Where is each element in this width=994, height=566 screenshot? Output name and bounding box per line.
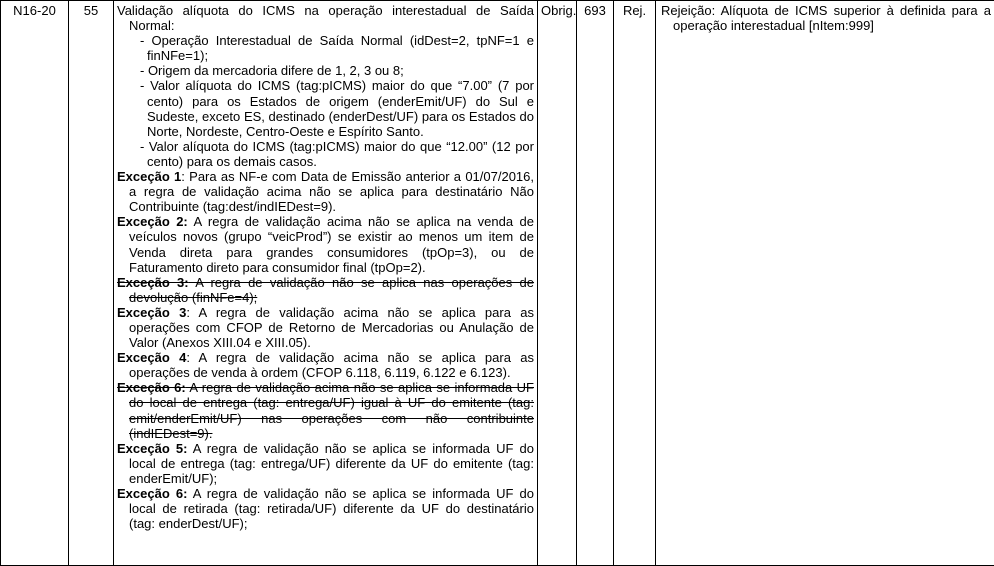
effect-cell: Rej. (614, 1, 656, 566)
message-cell (656, 1, 994, 566)
exception-1 (117, 169, 534, 214)
rule-intro: Validação alíquota do ICMS na operação interestadual de Saída Normal: (117, 3, 534, 33)
rule-condition: - Valor alíquota do ICMS (tag:pICMS) maior do que “12.00” (12 por cento) para os demais casos. (117, 139, 534, 169)
exception-5 (117, 441, 534, 486)
rule-condition: - Origem da mercadoria difere de 1, 2, 3 ou 8; (117, 63, 534, 78)
exception-label: Exceção 6: (117, 486, 187, 501)
field-cell: N16-20 (1, 1, 69, 566)
exception-2 (117, 214, 534, 274)
applicability-cell: Obrig. (538, 1, 577, 566)
exception-3 (117, 305, 534, 350)
exception-label: Exceção 2: (117, 214, 188, 229)
exception-text: A regra de validação não se aplica nas operações de devolução (finNFe=4); (129, 275, 534, 305)
exception-text: A regra de validação acima não se aplica na venda de veículos novos (grupo “veicProd”) se existir ao menos um item de Venda direta para grandes consumidores (tpOp=3), ou de Faturamento direto para consumidor final (tpOp=2). (129, 214, 534, 274)
description-cell (114, 1, 538, 566)
exception-text: : A regra de validação acima não se aplica para as operações de venda à ordem (CFOP 6.118, 6.119, 6.122 e 6.123). (129, 350, 534, 380)
exception-label: Exceção 4 (117, 350, 186, 365)
exception-text: A regra de validação não se aplica se informada UF do local de entrega (tag: entrega/UF) diferente da UF do emitente (tag: enderEmit/UF); (129, 441, 534, 486)
exception-6-struck (117, 380, 534, 440)
exception-3-struck (117, 275, 534, 305)
exception-text: : A regra de validação acima não se aplica para as operações com CFOP de Retorno de Mercadorias ou Anulação de Valor (Anexos XIII.04 e XIII.05). (129, 305, 534, 350)
rule-condition: - Operação Interestadual de Saída Normal (idDest=2, tpNF=1 e finNFe=1); (117, 33, 534, 63)
rejection-message: Rejeição: Alíquota de ICMS superior à definida para a operação interestadual [nItem:999] (659, 3, 991, 33)
exception-4 (117, 350, 534, 380)
exception-label: Exceção 3: (117, 275, 189, 290)
exception-label: Exceção 1 (117, 169, 181, 184)
model-cell: 55 (69, 1, 114, 566)
rule-condition: - Valor alíquota do ICMS (tag:pICMS) maior do que “7.00” (7 por cento) para os Estados de origem (enderEmit/UF) do Sul e Sudeste, exceto ES, destinado (enderDest/UF) para os Estados do Norte, Nordeste, Centro-Oeste e Espírito Santo. (117, 78, 534, 138)
exception-6 (117, 486, 534, 531)
exception-text: : Para as NF-e com Data de Emissão anterior a 01/07/2016, a regra de validação acima não se aplica para destinatário Não Contribuinte (tag:dest/indIEDest=9). (129, 169, 534, 214)
exception-label: Exceção 3 (117, 305, 186, 320)
code-cell: 693 (577, 1, 614, 566)
exception-text: A regra de validação não se aplica se informada UF do local de retirada (tag: retirada/UF) diferente da UF do destinatário (tag: enderDest/UF); (129, 486, 534, 531)
exception-text: A regra de validação acima não se aplica se informada UF do local de entrega (tag: entrega/UF) igual à UF do emitente (tag: emit/enderEmit/UF) nas operações com não contribuinte (indIEDest=9). (129, 380, 534, 440)
exception-label: Exceção 5: (117, 441, 187, 456)
exception-label: Exceção 6: (117, 380, 186, 395)
table-row (1, 1, 994, 566)
